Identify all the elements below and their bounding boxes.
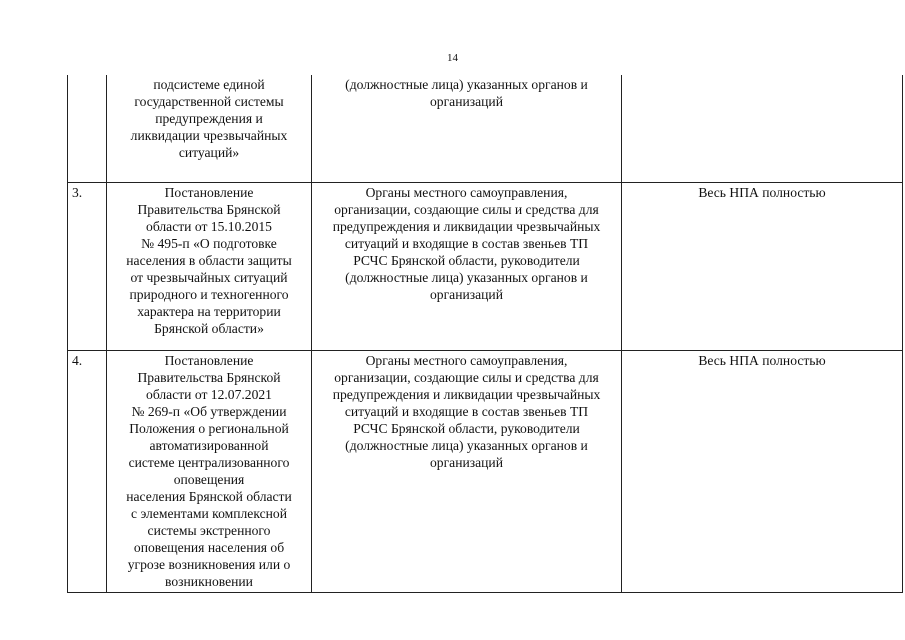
- document-title-line: Постановление: [164, 185, 254, 200]
- subjects-line: организации, создающие силы и средства для: [334, 370, 599, 385]
- subjects-line: РСЧС Брянской области, руководители: [353, 421, 580, 436]
- document-title-line: Правительства Брянской: [137, 370, 281, 385]
- document-title-line: государственной системы: [134, 94, 284, 109]
- subjects-line: предупреждения и ликвидации чрезвычайных: [332, 219, 601, 234]
- document-title-line: угрозе возникновения или о: [127, 557, 291, 572]
- document-title-line: от чрезвычайных ситуаций: [130, 270, 288, 285]
- document-title-line: Постановление: [164, 353, 254, 368]
- page-number: 14: [447, 52, 458, 64]
- document-title-line: населения Брянской области: [126, 489, 292, 504]
- document-title-line: № 495-п «О подготовке: [141, 236, 277, 251]
- document-title-line: автоматизированной: [149, 438, 269, 453]
- document-title-line: Положения о региональной: [129, 421, 289, 436]
- subjects-cell: [312, 75, 622, 183]
- subjects-line: (должностные лица) указанных органов и: [345, 270, 588, 285]
- row-number-cell: [68, 75, 107, 183]
- document-title-line: возникновении: [165, 574, 253, 589]
- row-number-cell: 4.: [68, 351, 107, 593]
- table-row: [68, 183, 903, 351]
- document-title-line: оповещения населения об: [133, 540, 285, 555]
- subjects-line: Органы местного самоуправления,: [365, 353, 568, 368]
- requirements-table: [67, 75, 903, 593]
- document-title-line: подсистеме единой: [153, 77, 265, 92]
- document-title-line: Брянской области»: [154, 321, 264, 336]
- document-title-cell: [107, 351, 312, 593]
- scope-cell: [622, 75, 903, 183]
- subjects-line: ситуаций и входящие в состав звеньев ТП: [344, 404, 589, 419]
- subjects-line: Органы местного самоуправления,: [365, 185, 568, 200]
- document-title-line: системы экстренного: [147, 523, 271, 538]
- subjects-line: (должностные лица) указанных органов и: [345, 77, 588, 92]
- document-title-line: области от 12.07.2021: [146, 387, 272, 402]
- document-title-line: оповещения: [173, 472, 245, 487]
- subjects-line: организаций: [430, 94, 503, 109]
- document-title-line: ликвидации чрезвычайных: [130, 128, 288, 143]
- document-title-line: Правительства Брянской: [137, 202, 281, 217]
- subjects-line: организаций: [430, 287, 503, 302]
- document-title-cell: [107, 75, 312, 183]
- document-title-line: области от 15.10.2015: [146, 219, 272, 234]
- subjects-cell: [312, 183, 622, 351]
- table-row: [68, 75, 903, 183]
- document-title-line: с элементами комплексной: [131, 506, 287, 521]
- subjects-line: организаций: [430, 455, 503, 470]
- subjects-cell: [312, 351, 622, 593]
- scope-cell: Весь НПА полностью: [622, 183, 903, 351]
- row-number-cell: 3.: [68, 183, 107, 351]
- subjects-line: предупреждения и ликвидации чрезвычайных: [332, 387, 601, 402]
- subjects-line: (должностные лица) указанных органов и: [345, 438, 588, 453]
- document-title-line: характера на территории: [137, 304, 281, 319]
- document-title-line: ситуаций»: [178, 145, 240, 160]
- document-title-line: природного и техногенного: [129, 287, 289, 302]
- document-title-line: системе централизованного: [128, 455, 290, 470]
- subjects-line: организации, создающие силы и средства для: [334, 202, 599, 217]
- document-title-line: населения в области защиты: [126, 253, 292, 268]
- table-row: [68, 351, 903, 593]
- subjects-line: РСЧС Брянской области, руководители: [353, 253, 580, 268]
- document-title-cell: [107, 183, 312, 351]
- document-title-line: № 269-п «Об утверждении: [131, 404, 287, 419]
- subjects-line: ситуаций и входящие в состав звеньев ТП: [344, 236, 589, 251]
- document-title-line: предупреждения и: [155, 111, 263, 126]
- scope-cell: Весь НПА полностью: [622, 351, 903, 593]
